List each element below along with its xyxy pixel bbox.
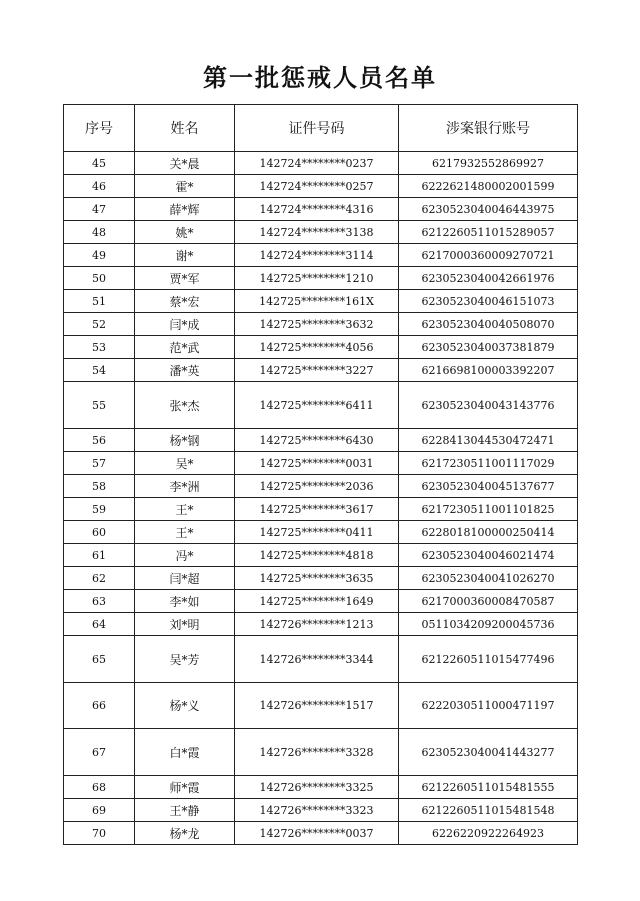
- cell-bank-account: 6217932552869927: [399, 152, 578, 175]
- cell-serial-number: 64: [64, 613, 135, 636]
- cell-serial-number: 47: [64, 198, 135, 221]
- cell-serial-number: 56: [64, 429, 135, 452]
- cell-serial-number: 49: [64, 244, 135, 267]
- table-row: [64, 313, 578, 336]
- cell-id-number: 142726********1213: [235, 613, 399, 636]
- table-row: [64, 152, 578, 175]
- cell-bank-account: 6230523040041443277: [399, 729, 578, 776]
- cell-name: 蔡*宏: [135, 290, 235, 313]
- cell-bank-account: 6212260511015481555: [399, 776, 578, 799]
- cell-id-number: 142725********4818: [235, 544, 399, 567]
- table-row: [64, 729, 578, 776]
- cell-id-number: 142725********2036: [235, 475, 399, 498]
- cell-serial-number: 59: [64, 498, 135, 521]
- cell-id-number: 142725********1649: [235, 590, 399, 613]
- cell-name: 吴*芳: [135, 636, 235, 683]
- table-row: [64, 613, 578, 636]
- cell-name: 潘*英: [135, 359, 235, 382]
- cell-bank-account: 6230523040046443975: [399, 198, 578, 221]
- cell-bank-account: 6228413044530472471: [399, 429, 578, 452]
- cell-bank-account: 6230523040046151073: [399, 290, 578, 313]
- cell-id-number: 142725********0411: [235, 521, 399, 544]
- cell-id-number: 142726********0037: [235, 822, 399, 845]
- table-body: [64, 152, 578, 845]
- cell-name: 张*杰: [135, 382, 235, 429]
- cell-name: 师*霞: [135, 776, 235, 799]
- cell-bank-account: 6226220922264923: [399, 822, 578, 845]
- cell-id-number: 142725********3632: [235, 313, 399, 336]
- cell-id-number: 142726********3325: [235, 776, 399, 799]
- cell-bank-account: 6217230511001117029: [399, 452, 578, 475]
- cell-bank-account: 6230523040043143776: [399, 382, 578, 429]
- cell-serial-number: 62: [64, 567, 135, 590]
- cell-name: 白*霞: [135, 729, 235, 776]
- cell-bank-account: 6230523040037381879: [399, 336, 578, 359]
- cell-id-number: 142726********1517: [235, 683, 399, 729]
- cell-serial-number: 57: [64, 452, 135, 475]
- cell-name: 刘*明: [135, 613, 235, 636]
- cell-id-number: 142725********6430: [235, 429, 399, 452]
- cell-id-number: 142725********3617: [235, 498, 399, 521]
- cell-name: 王*: [135, 521, 235, 544]
- cell-id-number: 142726********3328: [235, 729, 399, 776]
- header-id-number: 证件号码: [235, 105, 399, 152]
- cell-bank-account: 6212260511015477496: [399, 636, 578, 683]
- cell-id-number: 142725********3635: [235, 567, 399, 590]
- cell-bank-account: 6230523040041026270: [399, 567, 578, 590]
- cell-name: 杨*龙: [135, 822, 235, 845]
- table-row: [64, 336, 578, 359]
- table-row: [64, 590, 578, 613]
- cell-serial-number: 48: [64, 221, 135, 244]
- cell-name: 李*如: [135, 590, 235, 613]
- cell-id-number: 142725********0031: [235, 452, 399, 475]
- table-row: [64, 636, 578, 683]
- cell-serial-number: 54: [64, 359, 135, 382]
- cell-serial-number: 70: [64, 822, 135, 845]
- cell-name: 冯*: [135, 544, 235, 567]
- cell-bank-account: 6212260511015289057: [399, 221, 578, 244]
- table-row: [64, 822, 578, 845]
- table-header-row: [64, 105, 578, 152]
- table-row: [64, 198, 578, 221]
- cell-id-number: 142725********3227: [235, 359, 399, 382]
- cell-serial-number: 61: [64, 544, 135, 567]
- cell-name: 王*静: [135, 799, 235, 822]
- table-row: [64, 175, 578, 198]
- table-row: [64, 544, 578, 567]
- cell-id-number: 142724********3138: [235, 221, 399, 244]
- cell-serial-number: 60: [64, 521, 135, 544]
- cell-id-number: 142724********4316: [235, 198, 399, 221]
- table-row: [64, 290, 578, 313]
- cell-serial-number: 58: [64, 475, 135, 498]
- cell-serial-number: 46: [64, 175, 135, 198]
- cell-bank-account: 6230523040040508070: [399, 313, 578, 336]
- cell-id-number: 142726********3344: [235, 636, 399, 683]
- cell-name: 王*: [135, 498, 235, 521]
- cell-serial-number: 52: [64, 313, 135, 336]
- cell-serial-number: 50: [64, 267, 135, 290]
- cell-bank-account: 6217230511001101825: [399, 498, 578, 521]
- table-row: [64, 244, 578, 267]
- cell-serial-number: 66: [64, 683, 135, 729]
- table-row: [64, 799, 578, 822]
- table-row: [64, 267, 578, 290]
- cell-bank-account: 6217000360008470587: [399, 590, 578, 613]
- table-row: [64, 567, 578, 590]
- cell-bank-account: 6228018100000250414: [399, 521, 578, 544]
- cell-serial-number: 53: [64, 336, 135, 359]
- table-row: [64, 429, 578, 452]
- cell-serial-number: 69: [64, 799, 135, 822]
- cell-bank-account: 6212260511015481548: [399, 799, 578, 822]
- table-row: [64, 498, 578, 521]
- cell-serial-number: 63: [64, 590, 135, 613]
- cell-bank-account: 0511034209200045736: [399, 613, 578, 636]
- cell-bank-account: 6230523040042661976: [399, 267, 578, 290]
- punishment-roster-table: [63, 104, 578, 845]
- cell-serial-number: 55: [64, 382, 135, 429]
- cell-id-number: 142725********4056: [235, 336, 399, 359]
- cell-name: 李*洲: [135, 475, 235, 498]
- table-row: [64, 452, 578, 475]
- cell-serial-number: 67: [64, 729, 135, 776]
- cell-id-number: 142725********1210: [235, 267, 399, 290]
- table-row: [64, 221, 578, 244]
- cell-name: 姚*: [135, 221, 235, 244]
- header-serial-number: 序号: [64, 105, 135, 152]
- cell-name: 谢*: [135, 244, 235, 267]
- cell-serial-number: 65: [64, 636, 135, 683]
- cell-bank-account: 6230523040046021474: [399, 544, 578, 567]
- cell-id-number: 142726********3323: [235, 799, 399, 822]
- table-row: [64, 475, 578, 498]
- cell-id-number: 142725********161X: [235, 290, 399, 313]
- cell-name: 杨*义: [135, 683, 235, 729]
- page-title: 第一批惩戒人员名单: [203, 63, 437, 92]
- cell-id-number: 142724********0257: [235, 175, 399, 198]
- table-row: [64, 776, 578, 799]
- cell-serial-number: 68: [64, 776, 135, 799]
- cell-name: 霍*: [135, 175, 235, 198]
- header-name: 姓名: [135, 105, 235, 152]
- cell-bank-account: 6217000360009270721: [399, 244, 578, 267]
- cell-name: 吴*: [135, 452, 235, 475]
- table-row: [64, 521, 578, 544]
- cell-name: 闫*超: [135, 567, 235, 590]
- cell-name: 薛*辉: [135, 198, 235, 221]
- cell-bank-account: 6230523040045137677: [399, 475, 578, 498]
- table-row: [64, 359, 578, 382]
- cell-serial-number: 45: [64, 152, 135, 175]
- header-bank-account: 涉案银行账号: [399, 105, 578, 152]
- cell-id-number: 142725********6411: [235, 382, 399, 429]
- cell-name: 闫*成: [135, 313, 235, 336]
- cell-name: 贾*军: [135, 267, 235, 290]
- table-row: [64, 683, 578, 729]
- cell-id-number: 142724********0237: [235, 152, 399, 175]
- cell-name: 关*晨: [135, 152, 235, 175]
- cell-name: 杨*钢: [135, 429, 235, 452]
- cell-name: 范*武: [135, 336, 235, 359]
- cell-bank-account: 6216698100003392207: [399, 359, 578, 382]
- table-row: [64, 382, 578, 429]
- cell-bank-account: 6222030511000471197: [399, 683, 578, 729]
- cell-serial-number: 51: [64, 290, 135, 313]
- cell-bank-account: 6222621480002001599: [399, 175, 578, 198]
- cell-id-number: 142724********3114: [235, 244, 399, 267]
